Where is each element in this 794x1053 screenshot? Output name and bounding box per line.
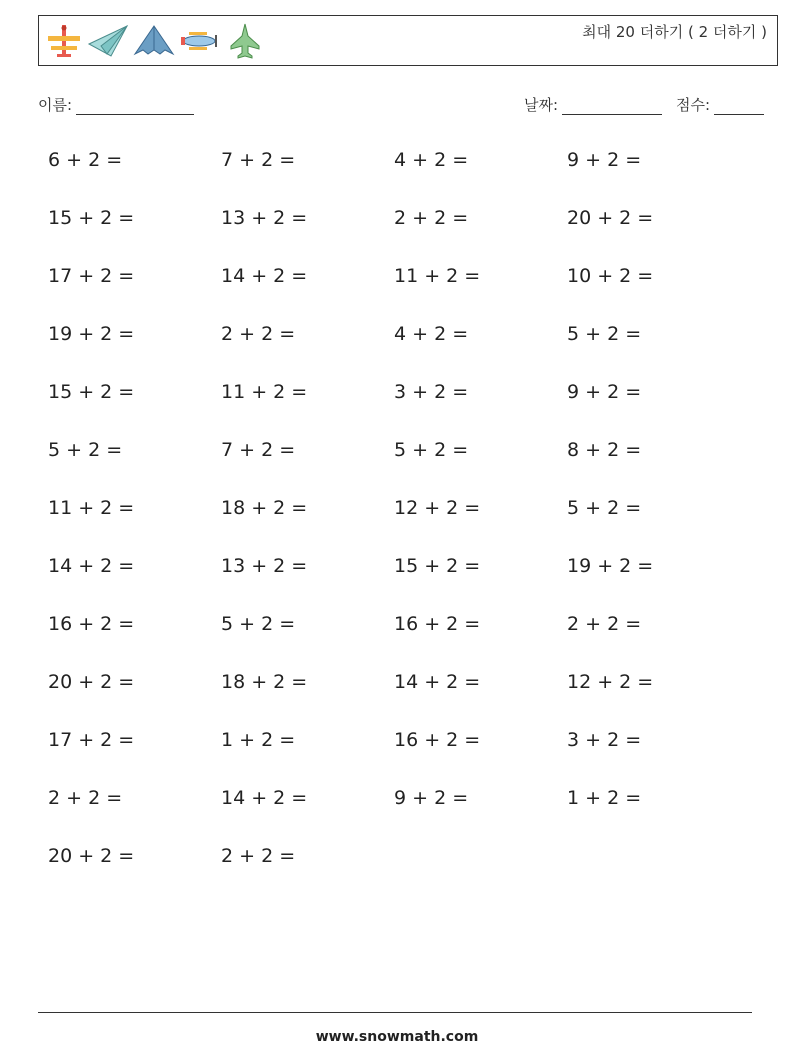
problem-item: 15 + 2 = <box>48 381 135 403</box>
problem-item: 9 + 2 = <box>394 787 469 809</box>
problem-item: 16 + 2 = <box>394 729 481 751</box>
problem-item: 10 + 2 = <box>567 265 654 287</box>
problem-item: 11 + 2 = <box>48 497 135 519</box>
problem-item: 5 + 2 = <box>221 613 296 635</box>
problem-item: 3 + 2 = <box>394 381 469 403</box>
problem-item: 2 + 2 = <box>394 207 469 229</box>
fighter-jet-icon <box>227 22 263 60</box>
problem-item: 12 + 2 = <box>394 497 481 519</box>
problem-item: 9 + 2 = <box>567 381 642 403</box>
problem-item: 2 + 2 = <box>48 787 123 809</box>
footer-divider <box>38 1012 752 1013</box>
date-line <box>562 100 662 115</box>
problem-item: 19 + 2 = <box>567 555 654 577</box>
problem-item: 14 + 2 = <box>48 555 135 577</box>
problem-item: 5 + 2 = <box>567 497 642 519</box>
problem-item: 11 + 2 = <box>221 381 308 403</box>
problem-item: 3 + 2 = <box>567 729 642 751</box>
problem-item: 11 + 2 = <box>394 265 481 287</box>
problem-item: 2 + 2 = <box>221 323 296 345</box>
problem-item: 2 + 2 = <box>221 845 296 867</box>
problem-item: 19 + 2 = <box>48 323 135 345</box>
problem-item: 6 + 2 = <box>48 149 123 171</box>
propeller-plane-icon <box>179 22 223 60</box>
problem-item: 16 + 2 = <box>48 613 135 635</box>
problem-item: 5 + 2 = <box>48 439 123 461</box>
problem-item: 18 + 2 = <box>221 671 308 693</box>
problem-item: 17 + 2 = <box>48 729 135 751</box>
problem-item: 14 + 2 = <box>221 787 308 809</box>
score-label: 점수: <box>676 96 711 114</box>
date-label: 날짜: <box>524 96 559 114</box>
problem-item: 9 + 2 = <box>567 149 642 171</box>
date-field <box>524 94 662 115</box>
problem-item: 8 + 2 = <box>567 439 642 461</box>
problem-item: 2 + 2 = <box>567 613 642 635</box>
name-field <box>38 94 194 115</box>
problem-item: 7 + 2 = <box>221 439 296 461</box>
problem-item: 13 + 2 = <box>221 555 308 577</box>
problem-item: 15 + 2 = <box>48 207 135 229</box>
problem-item: 17 + 2 = <box>48 265 135 287</box>
biplane-icon <box>45 22 83 60</box>
problem-item: 15 + 2 = <box>394 555 481 577</box>
problem-item: 1 + 2 = <box>221 729 296 751</box>
problem-item: 13 + 2 = <box>221 207 308 229</box>
worksheet-header <box>38 15 778 66</box>
problem-item: 5 + 2 = <box>394 439 469 461</box>
problem-item: 1 + 2 = <box>567 787 642 809</box>
problem-item: 14 + 2 = <box>221 265 308 287</box>
problem-item: 12 + 2 = <box>567 671 654 693</box>
problem-item: 4 + 2 = <box>394 149 469 171</box>
problem-item: 18 + 2 = <box>221 497 308 519</box>
score-line <box>714 100 764 115</box>
name-label: 이름: <box>38 96 73 114</box>
problem-item: 5 + 2 = <box>567 323 642 345</box>
problem-item: 7 + 2 = <box>221 149 296 171</box>
problem-grid <box>48 148 748 902</box>
stealth-bomber-icon <box>133 22 175 60</box>
problem-item: 20 + 2 = <box>48 845 135 867</box>
footer-url: www.snowmath.com <box>315 1029 479 1045</box>
header-icons <box>45 22 263 60</box>
problem-item: 16 + 2 = <box>394 613 481 635</box>
name-line <box>76 100 194 115</box>
paper-plane-icon <box>87 22 129 60</box>
problem-item: 14 + 2 = <box>394 671 481 693</box>
worksheet-title: 최대 20 더하기 ( 2 더하기 ) <box>582 23 767 41</box>
problem-item: 20 + 2 = <box>567 207 654 229</box>
problem-item: 4 + 2 = <box>394 323 469 345</box>
score-field <box>676 94 764 115</box>
problem-item: 20 + 2 = <box>48 671 135 693</box>
